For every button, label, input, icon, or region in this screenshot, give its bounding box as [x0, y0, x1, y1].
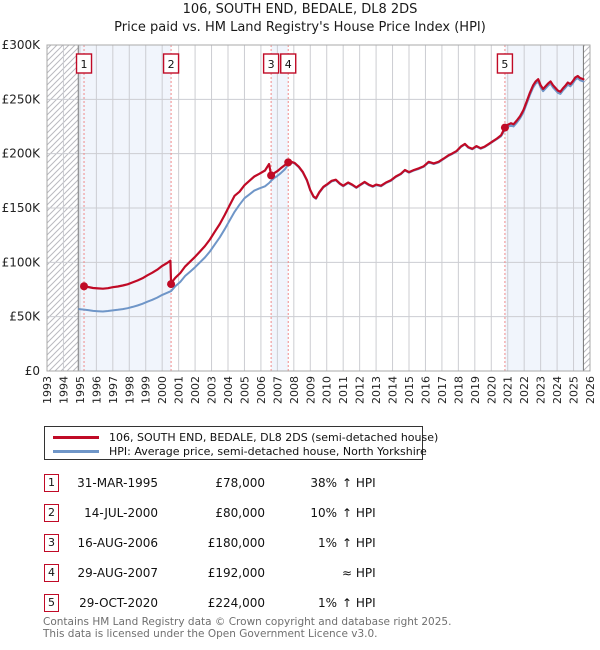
- sale-number-badge: 2: [44, 504, 59, 522]
- x-axis-tick-label: 1997: [106, 376, 120, 404]
- legend-label-hpi: HPI: Average price, semi-detached house, North Yorkshire: [109, 444, 427, 458]
- sale-number-badge: 4: [44, 564, 59, 582]
- x-axis-tick-label: 2011: [337, 376, 351, 404]
- sale-date: 16-AUG-2006: [77, 535, 158, 550]
- y-axis-tick-label: £50K: [9, 309, 40, 324]
- y-axis-tick-label: £100K: [1, 255, 40, 270]
- sale-hpi-percent: 1%: [317, 535, 337, 550]
- sale-flag-number: 3: [267, 58, 275, 71]
- x-axis-tick-label: 2020: [485, 375, 499, 404]
- legend-item-price: [53, 430, 439, 444]
- table-row: [44, 563, 388, 582]
- x-axis-tick-label: 1996: [90, 376, 104, 404]
- x-axis-tick-label: 2025: [567, 376, 581, 404]
- x-axis-tick-label: 2018: [452, 376, 466, 404]
- x-axis-tick-label: 2019: [468, 376, 482, 404]
- hpi-line-swatch: [53, 450, 99, 453]
- sales-table: [44, 473, 388, 623]
- table-row: [44, 503, 388, 522]
- x-axis-tick-label: 1995: [73, 376, 87, 404]
- legend-item-hpi: [53, 444, 427, 458]
- page-title: 106, SOUTH END, BEDALE, DL8 2DS: [182, 2, 418, 17]
- license-line-2: This data is licensed under the Open Government Licence v3.0.: [43, 628, 378, 641]
- license-line-1: Contains HM Land Registry data © Crown copyright and database right 2025.: [43, 616, 452, 628]
- license-footer: [43, 616, 451, 641]
- x-axis-tick-label: 2024: [551, 376, 565, 404]
- table-row: [44, 533, 388, 552]
- x-axis-tick-label: 2022: [518, 376, 532, 404]
- sale-hpi-relation: ↑ HPI: [342, 475, 376, 490]
- x-axis-tick-label: 2026: [584, 376, 597, 404]
- x-axis-tick-label: 2016: [419, 376, 433, 404]
- sale-date: 29-AUG-2007: [77, 565, 158, 580]
- x-axis-tick-label: 1998: [123, 376, 137, 404]
- table-row: [44, 473, 388, 492]
- legend-label-price: 106, SOUTH END, BEDALE, DL8 2DS (semi-detached house): [109, 430, 439, 444]
- y-axis-tick-label: £200K: [1, 146, 40, 161]
- chart-legend: [44, 426, 439, 460]
- sale-hpi-relation: ↑ HPI: [342, 595, 376, 610]
- sale-point-2: [167, 280, 175, 288]
- x-axis-tick-label: 2017: [435, 376, 449, 404]
- x-axis-tick-label: 2004: [222, 376, 235, 404]
- x-axis-tick-label: 2012: [353, 376, 367, 404]
- x-axis-tick-label: 2013: [370, 376, 384, 404]
- y-axis-tick-label: £0: [24, 364, 40, 378]
- x-axis-tick-label: 2023: [534, 376, 548, 404]
- sale-price: £80,000: [215, 505, 265, 520]
- sale-flag-number: 1: [80, 58, 88, 71]
- sale-flag-number: 5: [501, 58, 509, 71]
- x-axis-tick-label: 2006: [254, 376, 268, 404]
- sale-price: £78,000: [215, 475, 265, 490]
- x-axis-tick-label: 1999: [139, 376, 153, 404]
- y-axis-tick-label: £250K: [1, 92, 40, 107]
- x-axis-tick-label: 2007: [271, 376, 285, 404]
- sale-point-3: [267, 171, 275, 179]
- y-axis-tick-label: £150K: [1, 201, 40, 215]
- sale-date: 29-OCT-2020: [79, 595, 158, 610]
- sale-price: £224,000: [207, 595, 265, 610]
- sale-number-badge: 1: [44, 474, 59, 492]
- sale-point-1: [80, 282, 88, 290]
- sale-price: £192,000: [207, 565, 265, 580]
- x-axis-tick-label: 2014: [386, 376, 400, 404]
- sale-flag-number: 2: [167, 58, 175, 71]
- sale-date: 14-JUL-2000: [84, 505, 158, 520]
- sale-flag-number: 4: [284, 58, 292, 71]
- sale-hpi-percent: 10%: [310, 505, 337, 520]
- sale-hpi-percent: 38%: [310, 475, 337, 490]
- x-axis-tick-label: 2002: [189, 376, 203, 404]
- x-axis-tick-label: 2010: [320, 376, 334, 404]
- table-row: [44, 593, 388, 612]
- x-axis-tick-label: 2008: [287, 376, 301, 404]
- x-axis-tick-label: 2001: [172, 376, 186, 404]
- x-axis-tick-label: 1993: [41, 376, 54, 404]
- x-axis-tick-label: 2009: [304, 376, 318, 404]
- sale-point-4: [284, 158, 292, 166]
- y-axis-tick-label: £300K: [1, 38, 40, 52]
- sale-point-5: [501, 124, 509, 132]
- sale-hpi-relation: ↑ HPI: [342, 535, 376, 550]
- x-axis-tick-label: 2000: [156, 376, 170, 404]
- sale-hpi-relation: ↑ HPI: [342, 505, 376, 520]
- x-axis-tick-label: 2005: [238, 376, 252, 404]
- sale-hpi-relation: ≈ HPI: [342, 565, 376, 580]
- page-subtitle: Price paid vs. HM Land Registry's House Price Index (HPI): [114, 20, 486, 35]
- sale-number-badge: 5: [44, 594, 59, 612]
- price-line-swatch: [53, 436, 99, 439]
- sale-date: 31-MAR-1995: [77, 475, 158, 490]
- x-axis-tick-label: 2021: [501, 376, 515, 405]
- x-axis-tick-label: 1994: [57, 376, 71, 404]
- x-axis-tick-label: 2003: [205, 376, 219, 404]
- sale-hpi-percent: 1%: [317, 595, 337, 610]
- sale-number-badge: 3: [44, 534, 59, 552]
- x-axis-tick-label: 2015: [403, 376, 416, 404]
- sale-price: £180,000: [207, 535, 265, 550]
